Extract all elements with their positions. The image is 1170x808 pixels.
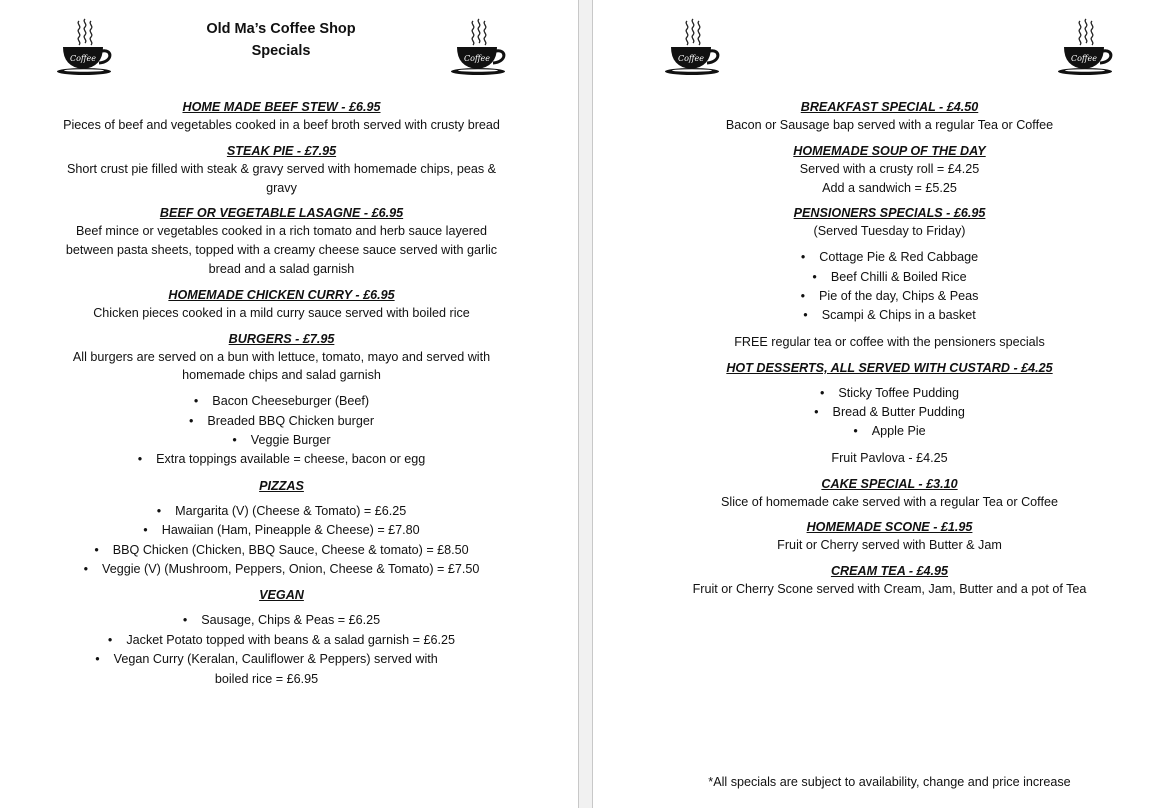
pensioners-list: [678, 248, 1101, 326]
list-item: • Veggie Burger: [55, 431, 508, 450]
burgers-list: [55, 392, 508, 470]
beef-stew-heading: HOME MADE BEEF STEW - £6.95: [182, 100, 381, 114]
list-item: • Apple Pie: [678, 422, 1101, 441]
steak-pie-heading: STEAK PIE - £7.95: [226, 143, 337, 158]
right-menu-content: [678, 98, 1101, 599]
shop-title: Old Ma’s Coffee Shop: [206, 21, 356, 37]
list-item: • Hawaiian (Ham, Pineapple & Cheese) = £7.80: [55, 521, 508, 540]
desserts-heading: HOT DESSERTS, ALL SERVED WITH CUSTARD - £4.25: [726, 360, 1053, 375]
scone-desc: Fruit or Cherry served with Butter & Jam: [777, 538, 1002, 553]
availability-footnote: *All specials are subject to availability, change and price increase: [708, 775, 1071, 789]
pizzas-heading: PIZZAS: [259, 478, 304, 493]
steak-pie-desc: Short crust pie filled with steak & gravy served with homemade chips, peas & gravy: [66, 161, 497, 195]
beef-stew-desc: Pieces of beef and vegetables cooked in a beef broth served with crusty bread: [63, 118, 500, 132]
list-item: • Jacket Potato topped with beans & a salad garnish = £6.25: [55, 631, 508, 650]
soup-line: Served with a crusty roll = £4.25: [799, 161, 980, 176]
menu-page-right: [593, 0, 1170, 808]
desserts-list: [678, 384, 1101, 442]
breakfast-desc: Bacon or Sausage bap served with a regular Tea or Coffee: [725, 118, 1054, 132]
menu-page-left: [0, 0, 578, 808]
svg-text:Coffee: Coffee: [69, 54, 97, 63]
lasagne-desc: Beef mince or vegetables cooked in a rich tomato and herb sauce layered between pasta sheets, topped with a creamy cheese sauce served with garlic bread and a salad garnish: [65, 224, 498, 276]
coffee-cup-icon: [55, 17, 115, 77]
soup-heading: HOMEMADE SOUP OF THE DAY: [793, 143, 986, 158]
list-item: • Sticky Toffee Pudding: [678, 384, 1101, 403]
vegan-heading: VEGAN: [259, 588, 304, 603]
list-item: • Veggie (V) (Mushroom, Peppers, Onion, Cheese & Tomato) = £7.50: [55, 560, 508, 579]
cream-tea-desc: Fruit or Cherry Scone served with Cream, Jam, Butter and a pot of Tea: [692, 582, 1087, 597]
list-item: • Beef Chilli & Boiled Rice: [678, 268, 1101, 287]
list-item: • Vegan Curry (Keralan, Cauliflower & Peppers) served with boiled rice = £6.95: [55, 650, 508, 689]
list-item: • Bread & Butter Pudding: [678, 403, 1101, 422]
soup-line: Add a sandwich = £5.25: [822, 180, 957, 195]
pensioners-heading: PENSIONERS SPECIALS - £6.95: [793, 206, 986, 221]
curry-desc: Chicken pieces cooked in a mild curry sauce served with boiled rice: [93, 305, 470, 320]
list-item: • Bacon Cheeseburger (Beef): [55, 392, 508, 411]
coffee-cup-icon: [449, 17, 509, 77]
pensioners-note: (Served Tuesday to Friday): [813, 224, 966, 239]
svg-text:Coffee: Coffee: [1070, 54, 1098, 63]
left-menu-content: [55, 98, 508, 689]
pizzas-list: [55, 502, 508, 580]
pavlova-item: Fruit Pavlova - £4.25: [831, 450, 948, 465]
list-item: • Scampi & Chips in a basket: [678, 306, 1101, 325]
list-item: • Extra toppings available = cheese, bacon or egg: [55, 450, 508, 469]
page-divider: [578, 0, 593, 808]
coffee-cup-icon: [663, 17, 723, 77]
pensioners-free-note: FREE regular tea or coffee with the pensioners specials: [734, 334, 1045, 349]
list-item: • BBQ Chicken (Chicken, BBQ Sauce, Cheese & tomato) = £8.50: [55, 541, 508, 560]
list-item: • Cottage Pie & Red Cabbage: [678, 248, 1101, 267]
list-item: • Margarita (V) (Cheese & Tomato) = £6.25: [55, 502, 508, 521]
cake-desc: Slice of homemade cake served with a regular Tea or Coffee: [721, 494, 1058, 509]
specials-subtitle: Specials: [251, 43, 311, 59]
burgers-desc: All burgers are served on a bun with lettuce, tomato, mayo and served with homemade chips and salad garnish: [72, 349, 491, 383]
vegan-list: [55, 611, 508, 689]
lasagne-heading: BEEF OR VEGETABLE LASAGNE - £6.95: [159, 206, 404, 221]
svg-text:Coffee: Coffee: [677, 54, 705, 63]
list-item: • Pie of the day, Chips & Peas: [678, 287, 1101, 306]
list-item: • Sausage, Chips & Peas = £6.25: [55, 611, 508, 630]
svg-text:Coffee: Coffee: [463, 54, 491, 63]
scone-heading: HOMEMADE SCONE - £1.95: [806, 520, 973, 535]
list-item: • Breaded BBQ Chicken burger: [55, 412, 508, 431]
cream-tea-heading: CREAM TEA - £4.95: [830, 564, 949, 579]
cake-heading: CAKE SPECIAL - £3.10: [821, 476, 958, 491]
menu-header: [130, 18, 432, 62]
coffee-cup-icon: [1056, 17, 1116, 77]
burgers-heading: BURGERS - £7.95: [228, 331, 335, 346]
curry-heading: HOMEMADE CHICKEN CURRY - £6.95: [168, 287, 395, 302]
breakfast-heading: BREAKFAST SPECIAL - £4.50: [800, 100, 979, 114]
